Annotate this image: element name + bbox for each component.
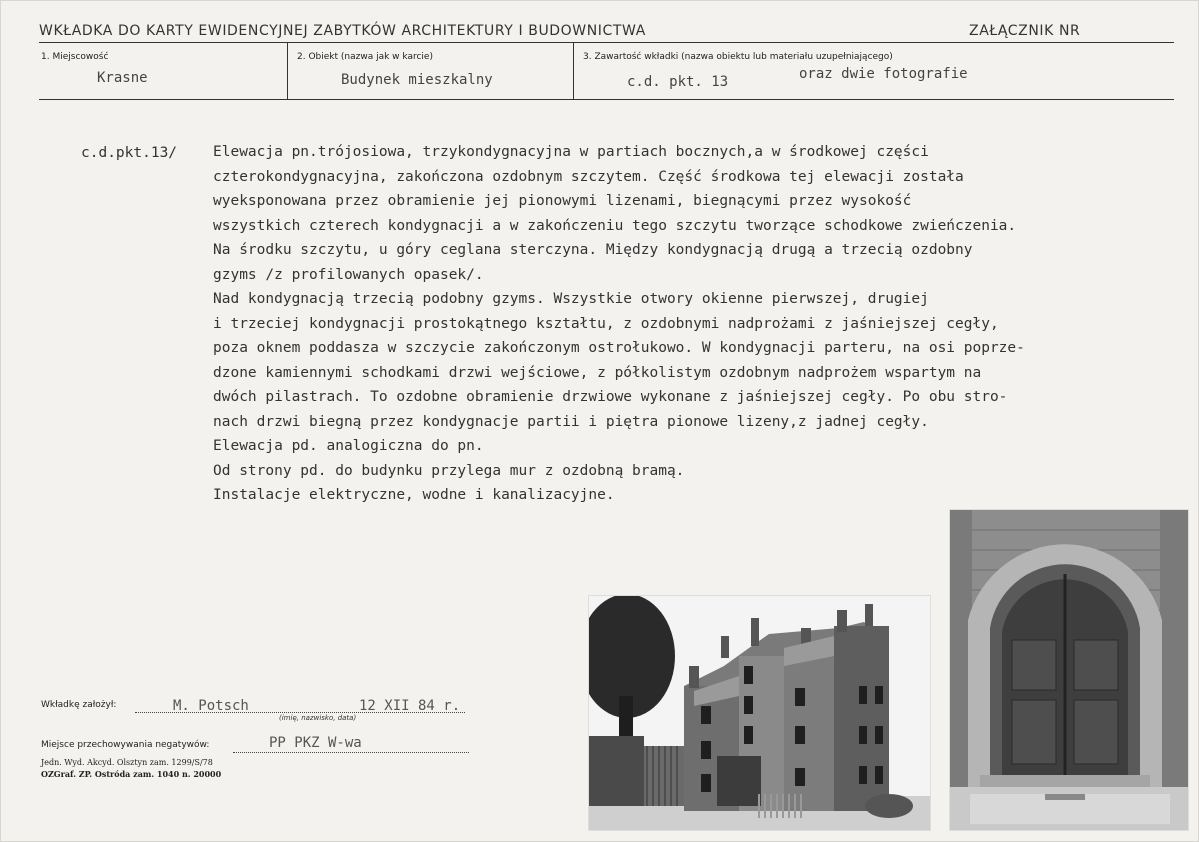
author-date: 12 XII 84 r. [359, 698, 461, 714]
field-divider-2 [573, 43, 574, 99]
printer-info-1: Jedn. Wyd. Akcyd. Olsztyn zam. 1299/S/78 [41, 758, 213, 767]
entrance-door-image [950, 510, 1189, 831]
author-hint: (imię, nazwisko, data) [279, 714, 357, 722]
description-line: Od strony pd. do budynku przylega mur z ozdobną bramą. [213, 462, 685, 479]
description-line: wszystkich czterech kondygnacji a w zakończeniu tego szczytu tworzące schodkowe zwieńczenia. [213, 217, 1017, 234]
building-facade-image [589, 596, 931, 831]
storage-value: PP PKZ W-wa [269, 735, 362, 751]
section-prefix: c.d.pkt.13/ [81, 145, 178, 161]
form-title: WKŁADKA DO KARTY EWIDENCYJNEJ ZABYTKÓW ARCHITEKTURY I BUDOWNICTWA [39, 23, 646, 39]
description-line: dzone kamiennymi schodkami drzwi wejściowe, z półkolistym ozdobnym nadprożem wspartym na [213, 364, 982, 381]
object-label: 2. Obiekt (nazwa jak w karcie) [297, 52, 433, 62]
description-line: gzyms /z profilowanych opasek/. [213, 266, 484, 283]
description-line: Elewacja pd. analogiczna do pn. [213, 438, 484, 454]
description-line: poza oknem poddasza w szczycie zakończonym ostrołukowo. W kondygnacji parteru, na osi poprze- [213, 340, 1025, 356]
description-line: Nad kondygnacją trzecią podobny gzyms. Wszystkie otwory okienne pierwszej, drugiej [213, 291, 929, 307]
description-line: Na środku szczytu, u góry ceglana sterczyna. Między kondygnacją drugą a trzecią ozdobny [213, 242, 973, 258]
door-photo [949, 509, 1189, 831]
fields-bottom-rule [39, 99, 1174, 100]
author-label: Wkładkę założył: [41, 700, 117, 710]
facade-photo [588, 595, 931, 831]
content-value: c.d. pkt. 13 [627, 74, 729, 90]
storage-dotline [233, 752, 469, 753]
content-value-extra: oraz dwie fotografie [799, 66, 968, 82]
annex-number-label: ZAŁĄCZNIK NR [969, 23, 1081, 39]
description-line: Elewacja pn.trójosiowa, trzykondygnacyjna w partiach bocznych,a w środkowej części [213, 144, 929, 160]
description-line: dwóch pilastrach. To ozdobne obramienie drzwiowe wykonane z jaśniejszej cegły. Po obu stro- [213, 389, 1008, 405]
description-line: Instalacje elektryczne, wodne i kanalizacyjne. [213, 487, 615, 503]
content-label: 3. Zawartość wkładki (nazwa obiektu lub materiału uzupełniającego) [583, 52, 893, 62]
field-divider-1 [287, 43, 288, 99]
object-value: Budynek mieszkalny [341, 72, 493, 88]
description-line: nach drzwi biegną przez kondygnacje partii i piętra pionowe lizeny,z jadnej cegły. [213, 413, 929, 430]
location-value: Krasne [97, 70, 148, 86]
description-line: i trzeciej kondygnacji prostokątnego kształtu, z ozdobnymi nadprożami z jaśniejszej cegły, [213, 315, 999, 332]
printer-info-2: OZGraf. ZP. Ostróda zam. 1040 n. 20000 [41, 769, 222, 779]
author-name: M. Potsch [173, 698, 249, 714]
storage-label: Miejsce przechowywania negatywów: [41, 740, 210, 750]
description-line: czterokondygnacyjna, zakończona ozdobnym szczytem. Część środkowa tej elewacji została [213, 168, 964, 185]
header-rule [39, 42, 1174, 43]
description-text [213, 140, 1173, 508]
location-label: 1. Miejscowość [41, 52, 109, 62]
description-line: wyeksponowana przez obramienie jej pionowymi lizenami, biegnącymi przez wysokość [213, 193, 912, 209]
